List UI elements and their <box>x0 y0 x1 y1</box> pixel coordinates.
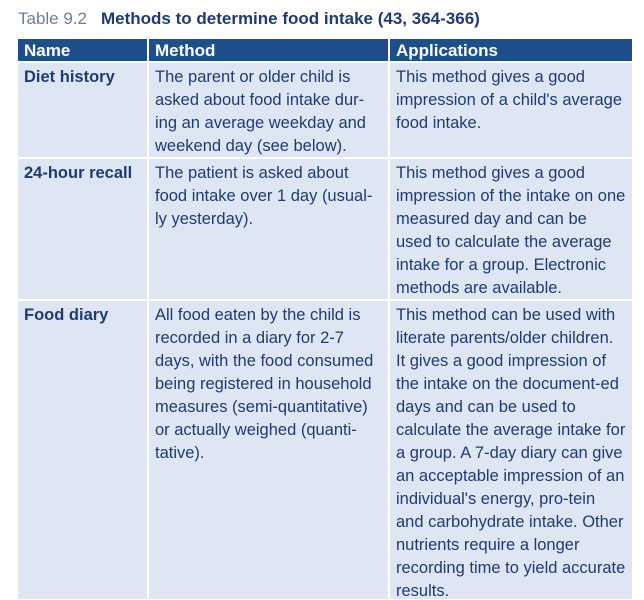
header-name: Name <box>18 39 149 63</box>
row-24-hour-recall-applications: This method gives a good impression of the intake on one measured day and can be used to calculate the average intake for a group. Electronic methods are available. <box>390 159 632 301</box>
row-diet-history-name: Diet history <box>18 63 149 159</box>
row-24-hour-recall-method: The patient is asked about food intake over 1 day (usual-ly yesterday). <box>149 159 390 301</box>
header-method: Method <box>149 39 390 63</box>
food-intake-methods-table <box>18 39 632 600</box>
row-food-diary-method: All food eaten by the child is recorded in a diary for 2-7 days, with the food consumed being registered in household measures (semi-quantitative) or actually weighed (quanti-tative). <box>149 301 390 600</box>
header-applications: Applications <box>390 39 632 63</box>
table-caption <box>18 8 480 30</box>
row-food-diary-name: Food diary <box>18 301 149 600</box>
table-number: Table 9.2 <box>18 9 87 28</box>
row-diet-history-applications: This method gives a good impression of a child's average food intake. <box>390 63 632 159</box>
row-24-hour-recall-name: 24-hour recall <box>18 159 149 301</box>
row-food-diary-applications: This method can be used with literate parents/older children. It gives a good impression of the intake on the document-ed days and can be used to calculate the average intake for a group. A 7-day diary can give an acceptable impression of an individual's energy, pro-tein and carbohydrate intake. Other nutrients require a longer recording time to yield accurate results. <box>390 301 632 600</box>
row-diet-history-method: The parent or older child is asked about food intake dur-ing an average weekday and weekend day (see below). <box>149 63 390 159</box>
table-title: Methods to determine food intake (43, 364-366) <box>101 9 480 28</box>
